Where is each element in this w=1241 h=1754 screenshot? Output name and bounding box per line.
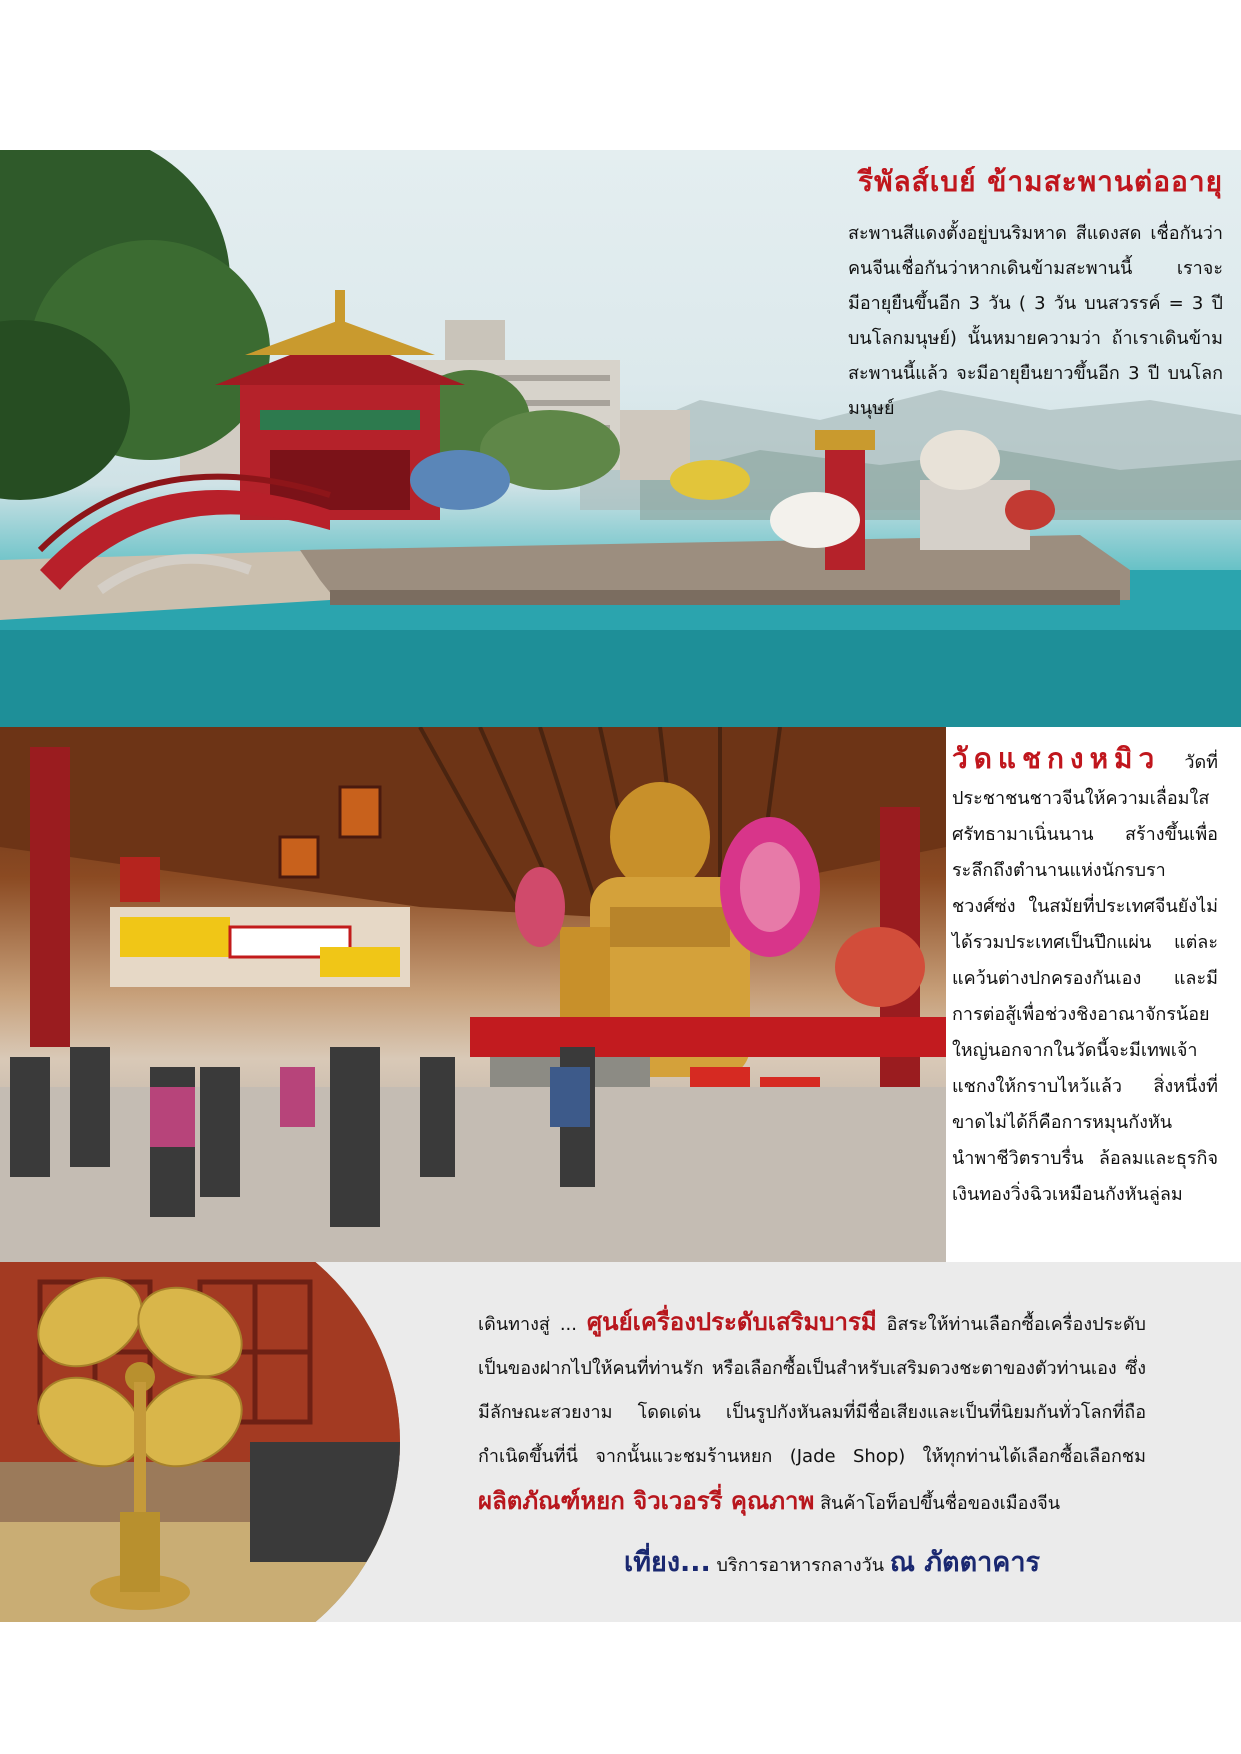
lunch-line: [478, 1540, 1146, 1583]
che-kung-title: วัดแชกงหมิว: [952, 742, 1161, 775]
golden-pinwheel-illustration: [0, 1262, 400, 1622]
che-kung-body-wrapper: [952, 741, 1218, 1213]
che-kung-body: วัดที่ประชาชนชาวจีนให้ความเลื่อมใสศรัทธามาเนิ่นนาน สร้างขึ้นเพื่อระลึกถึงตำนานแห่งนักรบราชวงศ์ซ่ง ในสมัยที่ประเทศจีนยังไม่ได้รวมประเทศเป็นปึกแผ่น แต่ละแคว้นต่างปกครองกันเอง และมีการต่อสู้เพื่อช่วงชิงอาณาจักรน้อยใหญ่นอกจากในวัดนี้จะมีเทพเจ้าแชกงให้กราบไหว้แล้ว สิ่งหนึ่งที่ขาดไม่ได้ก็คือการหมุนกังหัน นำพาชีวิตราบรื่น ล้อลมและธุรกิจเงินทองวิ่งฉิวเหมือนกังหันลู่ลม: [952, 752, 1218, 1205]
jewellery-body: [478, 1300, 1146, 1526]
repulse-bay-body: สะพานสีแดงตั้งอยู่บนริมหาด สีแดงสด เชื่อกันว่า คนจีนเชื่อกันว่าหากเดินข้ามสะพานนี้ เราจะมีอายุยืนขึ้นอีก 3 วัน ( 3 วัน บนสวรรค์ = 3 ปี บนโลกมนุษย์) นั้นหมายความว่า ถ้าเราเดินข้ามสะพานนี้แล้ว จะมีอายุยืนยาวขึ้นอีก 3 ปี บนโลกมนุษย์: [848, 223, 1223, 419]
pinwheel-photo: [0, 1262, 400, 1622]
jewellery-text: [478, 1300, 1146, 1583]
jewellery-highlight-2: ผลิตภัณฑ์หยก จิวเวอรรี่ คุณภาพ: [478, 1487, 815, 1515]
lunch-place: ณ ภัตตาคาร: [889, 1547, 1041, 1578]
jewellery-intro: เดินทางสู่ ...: [478, 1314, 587, 1335]
lunch-label: เที่ยง...: [623, 1547, 711, 1578]
jewellery-text-1: อิสระให้ท่านเลือกซื้อเครื่องประดับเป็นของฝากไปให้คนที่ท่านรัก หรือเลือกซื้อเป็นสำหรับเสริมดวงชะตาของตัวท่านเอง ซึ่งมีลักษณะสวยงาม โดดเด่น เป็นรูปกังหันลมที่มีชื่อเสียงและเป็นที่นิยมกันทั่วโลกที่ถือกำเนิดขึ้นที่นี่ จากนั้นแวะชมร้านหยก (Jade Shop) ให้ทุกท่านได้เลือกซื้อเลือกชม: [478, 1314, 1146, 1467]
jewellery-section: [0, 1262, 1241, 1622]
jewellery-text-2: สินค้าโอท็อปขึ้นชื่อของเมืองจีน: [814, 1493, 1061, 1514]
temple-interior-illustration: [0, 727, 946, 1262]
repulse-bay-title: รีพัลส์เบย์ ข้ามสะพานต่ออายุ: [858, 165, 1223, 198]
lunch-text: บริการอาหารกลางวัน: [710, 1555, 890, 1576]
repulse-bay-section: [0, 150, 1241, 727]
repulse-bay-text: [848, 160, 1223, 426]
jewellery-highlight-1: ศูนย์เครื่องประดับเสริมบารมี: [586, 1308, 877, 1336]
che-kung-section: [0, 727, 1241, 1262]
che-kung-text: [952, 741, 1218, 1213]
che-kung-temple-photo: [0, 727, 946, 1262]
